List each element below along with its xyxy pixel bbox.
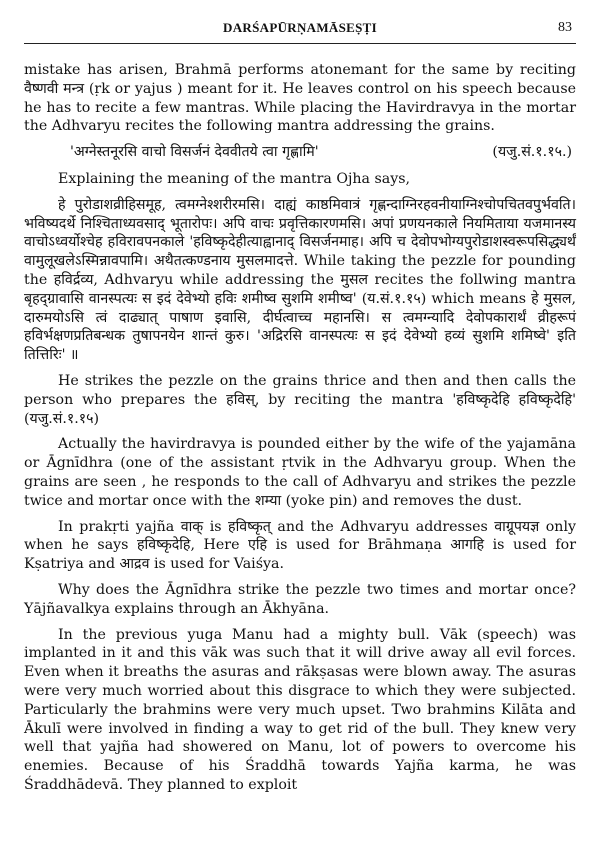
page-number: 83 [558,20,572,35]
mantra-reference: (यजु.सं.१.१५.) [492,144,572,161]
page-body [24,61,576,802]
paragraph-havirdravya: Actually the havirdravya is pounded either by the wife of the yajamāna or Āgnīdhra (one of the assistant ṛtvik in the Adhvaryu group. When the grains are seen , he responds to the call of Adhvaryu and strikes the pezzle twice and mortar once with the शम्या (yoke pin) and removes the dust. [24,436,576,509]
header-rule [24,43,576,44]
paragraph-strikes: He strikes the pezzle on the grains thrice and then and then calls the person who prepares the हविस्, by reciting the mantra 'हविष्कृदेहि हविष्कृदेहि' (यजु.सं.१.१५) [24,372,576,427]
running-title: DARŚAPŪRṆAMĀSEṢṬI [223,20,377,35]
page-header [0,20,600,44]
paragraph-commentary: हे पुरोडाशव्रीहिसमूह, त्वमग्नेश्शरीरमसि। दाह्यं काष्ठमिवात्रं गृह्णन्दाग्निरहवनीयाग्निश्चोपचितवपुर्भवति। भविष्यदर्थे निश्चिताध्यवसाद् भूतारोपः। अपि वाचः प्रवृत्तिकारणमसि। अपां प्रणयनकाले नियमिताया यजमानस्य वाचोऽध्वर्योश्चेह हविरावपनकाले 'हविष्कृदेहीत्याह्वानाद् विसर्जनमाह। अपि च देवोपभोग्यपुरोडाशस्वरूपसिद्ध्यर्थं वामुलूखलेऽस्मिन्नावपामि। अथैतत्कण्डनाय मुसलमादत्ते. While taking the pezzle for pounding the हविर्द्रव्य, Adhvaryu while addressing the मुसल recites the follwing mantra बृहद्ग्रावासि वानस्पत्यः स इदं देवेभ्यो हविः शमीष्व सुशमि शमीष्व' (य.सं.१.१५) which means हे मुसल, दारुमयोऽसि त्वं दाढ्यात् पाषाण इवासि, दीर्घत्वाच्च महानसि। स त्वमग्न्यादि देवोपकारार्थं व्रीहरूपं हविर्भक्षणप्रतिबन्धक तुषापनयेन शान्तं कुरु। 'अद्रिरसि वानस्पत्यः स इदं देवेभ्यो हव्यं सुशमि शमिष्वे' इति तित्तिरिः' ॥ [24,196,576,364]
paragraph-manu-bull: In the previous yuga Manu had a mighty bull. Vāk (speech) was implanted in it and this vāk was such that it will drive away all evil forces. Even when it breaths the asuras and rākṣasas were blown away. The asuras were very much worried about this disgrace to which they were subjected. Particularly the brahmins were very much upset. Two brahmins Kilāta and Ākulī were involved in finding a way to get rid of the bull. They knew very well that yajña had showered on Manu, lot of powers to overcome his enemies. Because of his Śraddhā towards Yajña karma, he was Śraddhādevā. They planned to exploit [24,626,576,793]
paragraph-continuation: mistake has arisen, Brahmā performs atonemant for the same by reciting वैष्णवी मन्त्र (ṛk or yajus ) meant for it. He leaves control on his speech because he has to recite a few mantras. While placing the Havirdravya in the mortar the Adhvaryu recites the following mantra addressing the grains. [24,62,576,135]
paragraph-prakrti: In prakṛti yajña वाक् is हविष्कृत् and the Adhvaryu addresses वाग्रूपयज्ञ only when he says हविष्कृदेहि, Here एहि is used for Brāhmaṇa आगहि is used for Kṣatriya and आद्रव is used for Vaiśya. [24,518,576,573]
mantra-text: 'अग्नेस्तनूरसि वाचो विसर्जनं देववीतये त्वा गृह्णामि' [70,144,319,161]
paragraph-question: Why does the Āgnīdhra strike the pezzle two times and mortar once? Yājñavalkya explains through an Ākhyāna. [24,581,576,617]
paragraph-ojha-intro: Explaining the meaning of the mantra Ojha says, [58,170,411,187]
mantra-quote [24,143,576,162]
